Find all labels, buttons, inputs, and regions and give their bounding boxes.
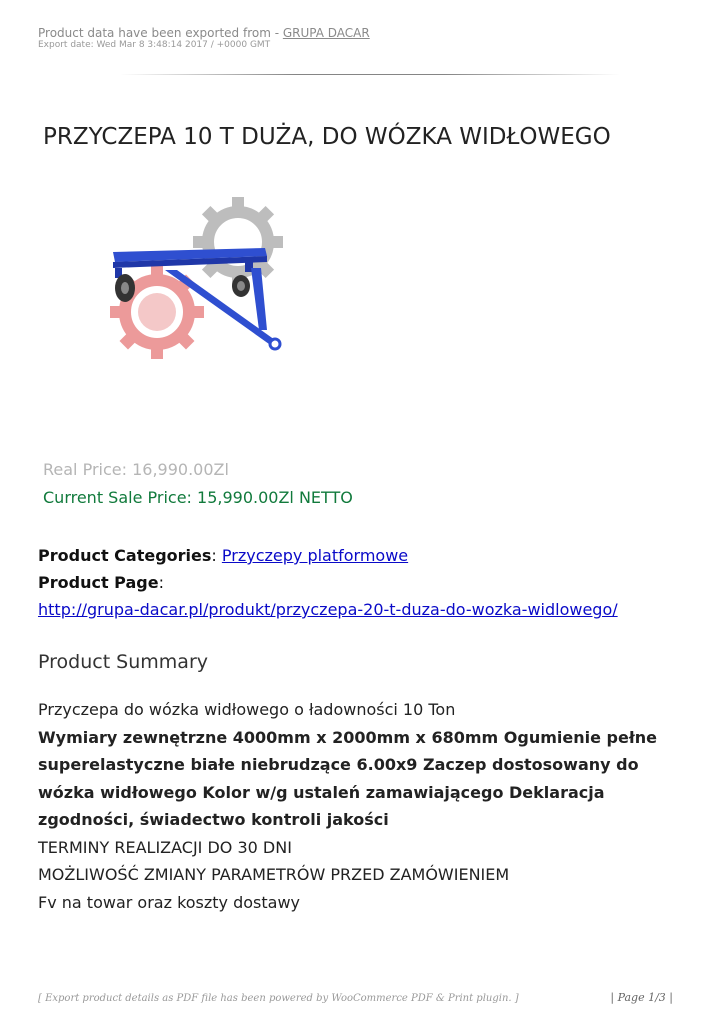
- product-page-label: Product Page: [38, 573, 159, 592]
- export-source-line: Product data have been exported from - GRUPA DACAR: [38, 26, 370, 40]
- product-title: PRZYCZEPA 10 T DUŻA, DO WÓZKA WIDŁOWEGO: [43, 124, 611, 150]
- summary-line: MOŻLIWOŚĆ ZMIANY PARAMETRÓW PRZED ZAMÓWIENIEM: [38, 865, 510, 884]
- header-divider: [120, 74, 620, 75]
- product-meta: [38, 542, 618, 623]
- summary-line: TERMINY REALIZACJI DO 30 DNI: [38, 837, 292, 857]
- forklift-trailer-product-photo: [105, 190, 285, 370]
- summary-line: Fv na towar oraz koszty dostawy: [38, 892, 301, 912]
- summary-body: [38, 696, 688, 916]
- site-link[interactable]: GRUPA DACAR: [282, 26, 370, 40]
- categories-label: Product Categories: [38, 546, 212, 565]
- sale-price: Current Sale Price: 15,990.00Zl NETTO: [43, 488, 353, 507]
- categories-row: Product Categories: Przyczepy platformowe: [38, 546, 409, 565]
- page-number: | Page 1/3 |: [610, 991, 673, 1004]
- category-link[interactable]: Przyczepy platformowe: [221, 546, 409, 565]
- watermark-gray-gear-icon: [193, 197, 283, 287]
- product-page-row: Product Page:: [38, 573, 164, 592]
- real-price: Real Price: 16,990.00Zl: [43, 460, 229, 479]
- summary-line: Przyczepa do wózka widłowego o ładowności 10 Ton: [38, 700, 456, 719]
- product-page-link[interactable]: http://grupa-dacar.pl/produkt/przyczepa-20-t-duza-do-wozka-widlowego/: [38, 600, 618, 619]
- summary-heading: Product Summary: [38, 651, 208, 673]
- footer-credit: [ Export product details as PDF file has been powered by WooCommerce PDF & Print plugin. ]: [38, 993, 519, 1004]
- export-header: [38, 26, 370, 50]
- summary-specs: Wymiary zewnętrzne 4000mm x 2000mm x 680mm Ogumienie pełne superelastyczne białe niebrudzące 6.00x9 Zaczep dostosowany do wózka widłowego Kolor w/g ustaleń zamawiającego Deklaracja zgodności, świadectwo kontroli jakości: [38, 727, 657, 829]
- export-date: Export date: Wed Mar 8 3:48:14 2017 / +0000 GMT: [38, 40, 271, 50]
